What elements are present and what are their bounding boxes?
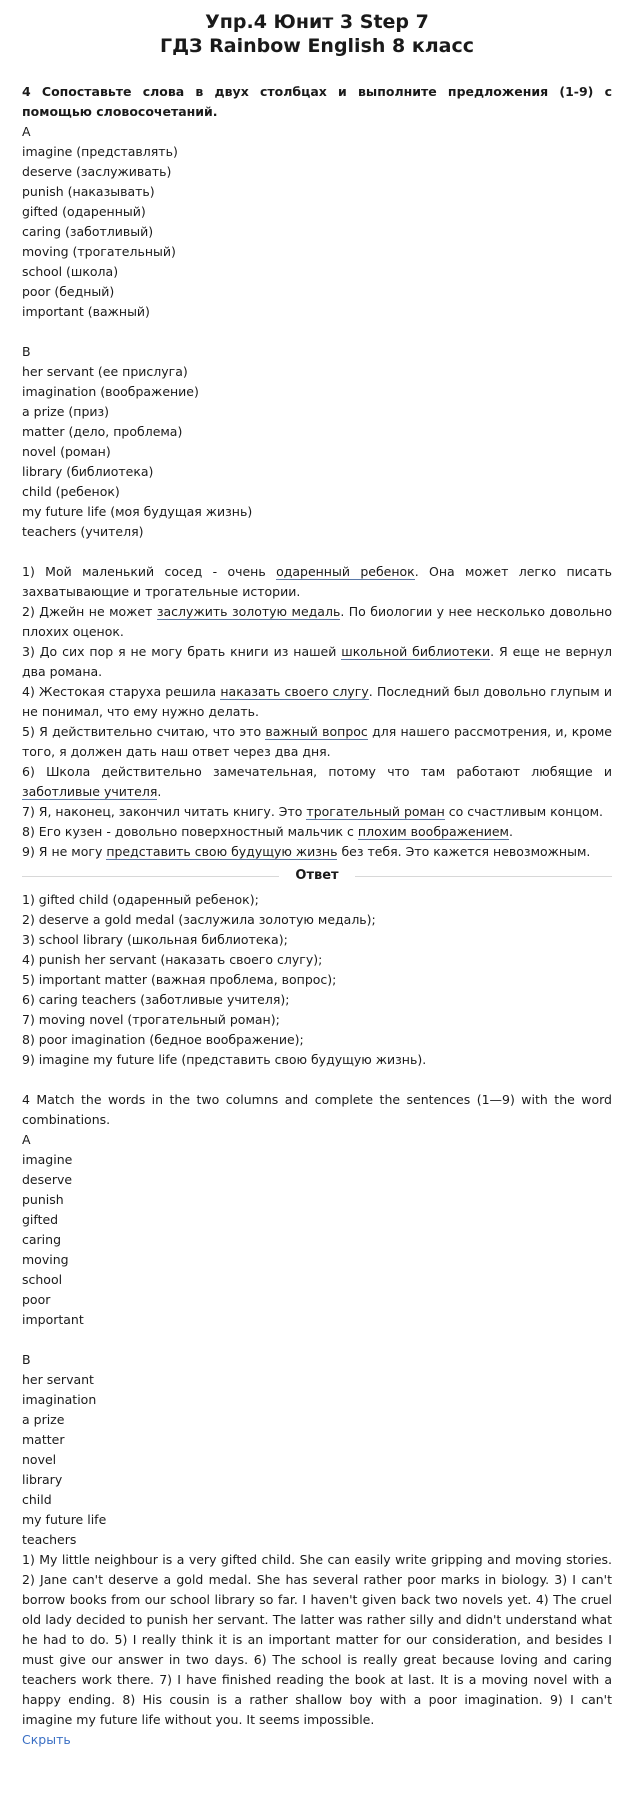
- column-b-item: my future life (моя будущая жизнь): [22, 504, 253, 519]
- column-b-label-en: B: [22, 1352, 31, 1367]
- answer-item: 5) important matter (важная проблема, вопрос);: [22, 972, 337, 987]
- sentence-text: 8) Его кузен - довольно поверхностный мальчик с: [22, 824, 358, 839]
- task-ru: 4 Сопоставьте слова в двух столбцах и выполните предложения (1-9) с помощью словосочетаний.: [22, 84, 612, 119]
- sentence-text: .: [509, 824, 513, 839]
- column-a-en: [22, 1150, 612, 1330]
- sentence-ru: [22, 682, 612, 722]
- answer-item: 1) gifted child (одаренный ребенок);: [22, 892, 259, 907]
- column-b-item: teachers: [22, 1532, 77, 1547]
- column-a-item: school: [22, 1272, 63, 1287]
- column-b-item: novel (роман): [22, 444, 111, 459]
- answer-divider: [22, 866, 612, 886]
- column-a-label-ru: A: [22, 124, 31, 139]
- sentence-text: . По биологии у нее несколько довольно плохих оценок.: [22, 604, 612, 639]
- column-a-item: poor (бедный): [22, 284, 115, 299]
- column-b-item: library: [22, 1472, 63, 1487]
- sentence-ru: [22, 802, 612, 822]
- page-subtitle: ГДЗ Rainbow English 8 класс: [159, 35, 475, 57]
- sentence-text: 7) Я, наконец, закончил читать книгу. Это: [22, 804, 307, 819]
- column-b-label-ru: B: [22, 344, 31, 359]
- answer-item: 3) school library (школьная библиотека);: [22, 932, 288, 947]
- sentence-text: 5) Я действительно считаю, что это: [22, 724, 266, 739]
- answer-item: 2) deserve a gold medal (заслужила золотую медаль);: [22, 912, 376, 927]
- column-b-item: matter: [22, 1432, 65, 1447]
- column-b-item: her servant: [22, 1372, 94, 1387]
- content: [22, 82, 612, 1750]
- column-b-item: imagination (воображение): [22, 384, 199, 399]
- column-b-item: library (библиотека): [22, 464, 154, 479]
- sentence-text: 6) Школа действительно замечательная, потому что там работают любящие и: [22, 764, 612, 779]
- answer-list: [22, 890, 612, 1070]
- sentence-ru: [22, 602, 612, 642]
- column-b-item: matter (дело, проблема): [22, 424, 183, 439]
- sentence-text: 4) Жестокая старуха решила: [22, 684, 221, 699]
- page-title: Упр.4 Юнит 3 Step 7: [205, 11, 429, 33]
- answer-heading: Ответ: [295, 868, 339, 883]
- column-a-item: punish (наказывать): [22, 184, 155, 199]
- highlighted-phrase: плохим воображением: [357, 824, 509, 839]
- column-b-item: child (ребенок): [22, 484, 120, 499]
- column-a-item: deserve (заслуживать): [22, 164, 172, 179]
- column-b-item: her servant (ее прислуга): [22, 364, 188, 379]
- column-a-item: gifted: [22, 1212, 59, 1227]
- column-a-item: caring: [22, 1232, 62, 1247]
- column-a-item: important (важный): [22, 304, 150, 319]
- sentence-text: .: [157, 784, 162, 799]
- column-a-item: poor: [22, 1292, 51, 1307]
- sentence-text: 2) Джейн не может: [22, 604, 157, 619]
- column-a-item: deserve: [22, 1172, 73, 1187]
- highlighted-phrase: заботливые учителя: [22, 784, 158, 799]
- divider-rule-right: [355, 876, 612, 877]
- column-b-item: a prize (приз): [22, 404, 110, 419]
- sentence-text: со счастливым концом.: [444, 804, 604, 819]
- column-a-item: caring (заботливый): [22, 224, 154, 239]
- column-b-item: imagination: [22, 1392, 97, 1407]
- column-b-item: a prize: [22, 1412, 65, 1427]
- column-a-item: school (школа): [22, 264, 119, 279]
- column-b-item: child: [22, 1492, 52, 1507]
- highlighted-phrase: заслужить золотую медаль: [156, 604, 341, 619]
- highlighted-phrase: школьной библиотеки: [341, 644, 491, 659]
- answer-item: 6) caring teachers (заботливые учителя);: [22, 992, 290, 1007]
- sentence-ru: [22, 762, 612, 802]
- column-a-item: imagine (представлять): [22, 144, 178, 159]
- answer-item: 4) punish her servant (наказать своего слугу);: [22, 952, 323, 967]
- sentence-ru: [22, 642, 612, 682]
- column-a-item: punish: [22, 1192, 64, 1207]
- sentence-text: 1) Мой маленький сосед - очень: [22, 564, 277, 579]
- sentence-ru: [22, 822, 612, 842]
- column-a-item: moving (трогательный): [22, 244, 176, 259]
- answer-item: 9) imagine my future life (представить свою будущую жизнь).: [22, 1052, 427, 1067]
- column-a-label-en: A: [22, 1132, 31, 1147]
- sentence-text: без тебя. Это кажется невозможным.: [337, 844, 591, 859]
- column-b-item: novel: [22, 1452, 57, 1467]
- column-a-item: imagine: [22, 1152, 73, 1167]
- sentence-text: . Я еще не вернул два романа.: [22, 644, 613, 679]
- sentences-ru: [22, 562, 612, 862]
- sentence-ru: [22, 722, 612, 762]
- column-a-item: important: [22, 1312, 84, 1327]
- sentence-text: 9) Я не могу: [22, 844, 107, 859]
- column-b-ru: [22, 362, 612, 542]
- column-b-item: teachers (учителя): [22, 524, 144, 539]
- column-b-item: my future life: [22, 1512, 107, 1527]
- divider-rule-left: [22, 876, 279, 877]
- column-a-item: gifted (одаренный): [22, 204, 146, 219]
- column-a-ru: [22, 142, 612, 322]
- sentence-text: для нашего рассмотрения, и, кроме того, я должен дать наш ответ через два дня.: [22, 724, 612, 759]
- text-en: 1) My little neighbour is a very gifted child. She can easily write gripping and moving stories. 2) Jane can't deserve a gold medal. She has several rather poor marks in biology. 3) I can't borrow books from our school library so far. I haven't given back two novels yet. 4) The cruel old lady decided to punish her servant. The latter was rather silly and didn't understand what he had to do. 5) I really think it is an important matter for our consideration, and besides I must give our answer in two days. 6) The school is really great because loving and caring teachers work there. 7) I have finished reading the book at last. It is a moving novel with a happy ending. 8) His cousin is a rather shallow boy with a poor imagination. 9) I can't imagine my future life without you. It seems impossible.: [22, 1552, 612, 1727]
- highlighted-phrase: важный вопрос: [265, 724, 368, 739]
- answer-item: 8) poor imagination (бедное воображение);: [22, 1032, 304, 1047]
- sentence-ru: [22, 842, 612, 862]
- sentence-text: 3) До сих пор я не могу брать книги из нашей: [22, 644, 342, 659]
- highlighted-phrase: наказать своего слугу: [220, 684, 369, 699]
- hide-link[interactable]: Скрыть: [22, 1732, 71, 1747]
- sentence-text: . Она может легко писать захватывающие и трогательные истории.: [22, 564, 612, 599]
- sentence-ru: [22, 562, 612, 602]
- highlighted-phrase: одаренный ребенок: [276, 564, 415, 579]
- column-a-item: moving: [22, 1252, 69, 1267]
- sentence-text: . Последний был довольно глупым и не понимал, что ему нужно делать.: [22, 684, 613, 719]
- highlighted-phrase: представить свою будущую жизнь: [106, 844, 338, 859]
- answer-item: 7) moving novel (трогательный роман);: [22, 1012, 280, 1027]
- highlighted-phrase: трогательный роман: [306, 804, 445, 819]
- task-en: 4 Match the words in the two columns and complete the sentences (1—9) with the word combinations.: [22, 1092, 612, 1127]
- column-b-en: [22, 1370, 612, 1550]
